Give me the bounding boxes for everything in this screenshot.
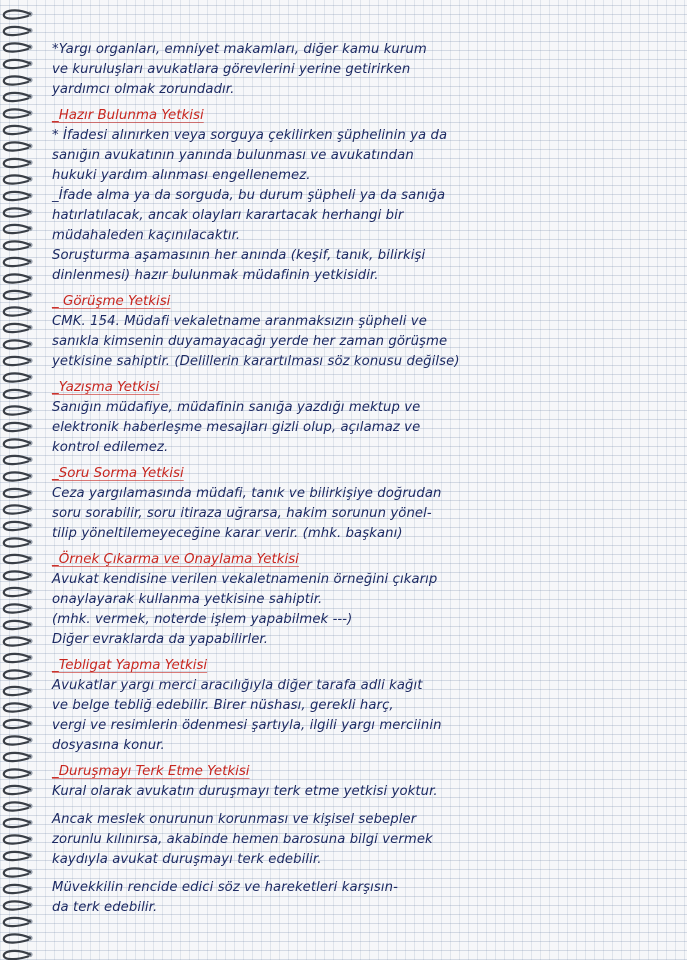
note-line: Soruşturma aşamasının her anında (keşif, tanık, bilirkişi [52,248,426,263]
note-line: Avukatlar yargı merci aracılığıyla diğer tarafa adli kağıt [52,678,423,693]
section-gorusme [52,292,672,372]
note-line: da terk edebilir. [52,900,158,915]
note-line: hukuki yardım alınması engellenemez. [52,168,311,183]
note-line: Avukat kendisine verilen vekaletnamenin örneğini çıkarıp [52,572,438,587]
note-line: _İfade alma ya da sorguda, bu durum şüpheli ya da sanığa [52,188,446,203]
notes-content [52,40,672,918]
section-heading: _Hazır Bulunma Yetkisi [52,108,204,123]
spiral-binding-icon [0,0,40,960]
note-line: Kural olarak avukatın duruşmayı terk etme yetkisi yoktur. [52,784,438,799]
note-line: soru sorabilir, soru itiraza uğrarsa, hakim sorunun yönel- [52,506,432,521]
note-line: CMK. 154. Müdafi vekaletname aranmaksızın şüpheli ve [52,314,427,329]
note-line: Ancak meslek onurunun korunması ve kişisel sebepler [52,812,417,827]
section-hazir-bulunma [52,106,672,286]
section-tebligat [52,656,672,756]
note-line: vergi ve resimlerin ödenmesi şartıyla, ilgili yargı merciinin [52,718,442,733]
section-ornek-cikarma [52,550,672,650]
line-gap [52,870,672,878]
note-line: müdahaleden kaçınılacaktır. [52,228,241,243]
section-heading: _Soru Sorma Yetkisi [52,466,184,481]
note-line: hatırlatılacak, ancak olayları karartacak herhangi bir [52,208,404,223]
note-line: Diğer evraklarda da yapabilirler. [52,632,269,647]
line-gap [52,802,672,810]
note-line: kaydıyla avukat duruşmayı terk edebilir. [52,852,322,867]
note-line: * İfadesi alınırken veya sorguya çekilirken şüphelinin ya da [52,128,448,143]
note-line: sanığın avukatının yanında bulunması ve avukatından [52,148,414,163]
note-line: Müvekkilin rencide edici söz ve hareketleri karşısın- [52,880,398,895]
note-line: onaylayarak kullanma yetkisine sahiptir. [52,592,323,607]
note-line: elektronik haberleşme mesajları gizli olup, açılamaz ve [52,420,421,435]
note-line: sanıkla kimsenin duyamayacağı yerde her zaman görüşme [52,334,448,349]
section-durusma-terk [52,762,672,918]
note-line: dinlenmesi) hazır bulunmak müdafinin yetkisidir. [52,268,379,283]
section-heading: _Tebligat Yapma Yetkisi [52,658,208,673]
section-heading: _ Görüşme Yetkisi [52,294,171,309]
intro-line: ve kuruluşları avukatlara görevlerini yerine getirirken [52,62,411,77]
note-line: zorunlu kılınırsa, akabinde hemen barosuna bilgi vermek [52,832,433,847]
note-line: Sanığın müdafiye, müdafinin sanığa yazdığı mektup ve [52,400,421,415]
intro-line: yardımcı olmak zorundadır. [52,82,235,97]
intro-line: *Yargı organları, emniyet makamları, diğer kamu kurum [52,42,427,57]
section-yazisma [52,378,672,458]
section-heading: _Yazışma Yetkisi [52,380,160,395]
section-soru-sorma [52,464,672,544]
note-line: ve belge tebliğ edebilir. Birer nüshası, gerekli harç, [52,698,394,713]
intro-block [52,40,672,100]
note-line: kontrol edilemez. [52,440,169,455]
section-heading: _Örnek Çıkarma ve Onaylama Yetkisi [52,552,299,567]
note-line: yetkisine sahiptir. (Delillerin karartılması söz konusu değilse) [52,354,460,369]
note-line: dosyasına konur. [52,738,165,753]
note-line: (mhk. vermek, noterde işlem yapabilmek ---) [52,612,353,627]
section-heading: _Duruşmayı Terk Etme Yetkisi [52,764,250,779]
note-line: tilip yöneltilemeyeceğine karar verir. (mhk. başkanı) [52,526,403,541]
note-line: Ceza yargılamasında müdafi, tanık ve bilirkişiye doğrudan [52,486,442,501]
